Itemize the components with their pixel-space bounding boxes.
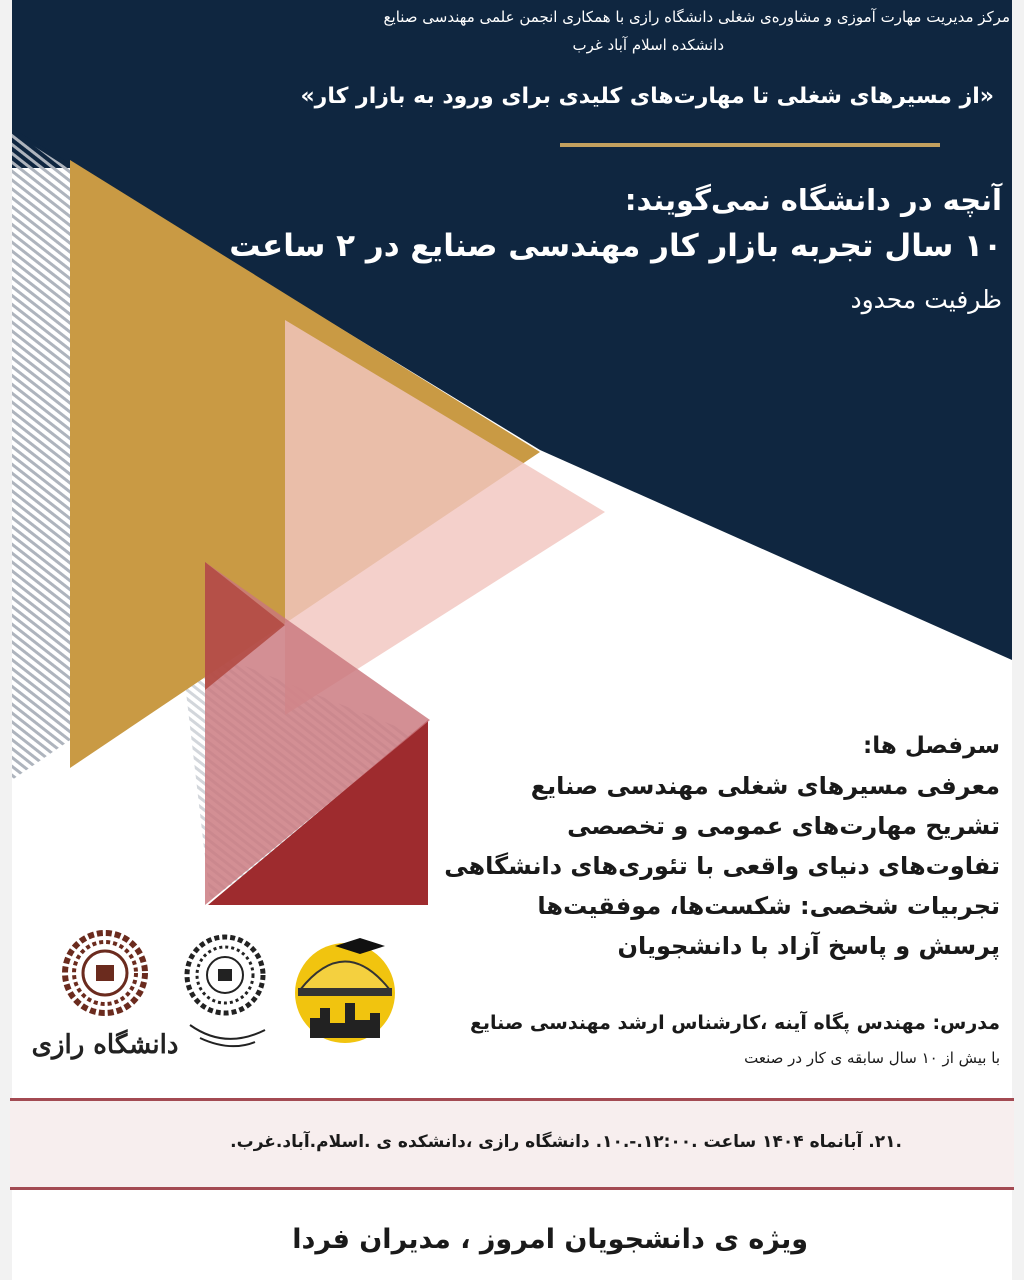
topic-item: معرفی مسیرهای شغلی مهندسی صنایع	[530, 772, 1000, 800]
event-datetime: .۲۱. آبانماه ۱۴۰۴ ساعت .۱۲:۰۰.-.۱۰. دانشگاه رازی ،دانشکده ی .اسلام.آباد.غرب.	[230, 1132, 902, 1152]
razi-university-logo	[30, 925, 180, 1065]
teacher-info: مدرس: مهندس پگاه آینه ،کارشناس ارشد مهندسی صنایع	[469, 1012, 1000, 1034]
footer-slogan: ویژه ی دانشجویان امروز ، مدیران فردا	[292, 1224, 808, 1255]
industrial-engineering-association-logo	[290, 928, 400, 1056]
event-quote: «از مسیرهای شغلی تا مهارت‌های کلیدی برای ورود به بازار کار»	[300, 84, 994, 109]
teacher-experience: با بیش از ۱۰ سال سابقه ی کار در صنعت	[744, 1049, 1000, 1067]
topic-item: تشریح مهارت‌های عمومی و تخصصی	[567, 812, 1000, 840]
organizer-line-1: مرکز مدیریت مهارت آموزی و مشاوره‌ی شغلی دانشگاه رازی با همکاری انجمن علمی مهندسی صنایع	[383, 8, 1010, 26]
organizer-line-2: دانشکده اسلام آباد غرب	[572, 36, 724, 54]
headline-line-1: آنچه در دانشگاه نمی‌گویند:	[624, 183, 1002, 217]
topics-title: سرفصل ها:	[863, 733, 1000, 759]
skills-association-logo	[175, 930, 275, 1055]
topic-item: تفاوت‌های دنیای واقعی با تئوری‌های دانشگاهی	[444, 852, 1000, 880]
headline-line-2: ۱۰ سال تجربه بازار کار مهندسی صنایع در ۲ ساعت	[229, 228, 1002, 264]
topic-item: تجربیات شخصی: شکست‌ها، موفقیت‌ها	[537, 892, 1000, 920]
topic-item: پرسش و پاسخ آزاد با دانشجویان	[617, 932, 1000, 960]
capacity-note: ظرفیت محدود	[850, 285, 1002, 314]
razi-logo-text: دانشگاه رازی	[31, 1030, 179, 1060]
gold-divider	[560, 143, 940, 147]
